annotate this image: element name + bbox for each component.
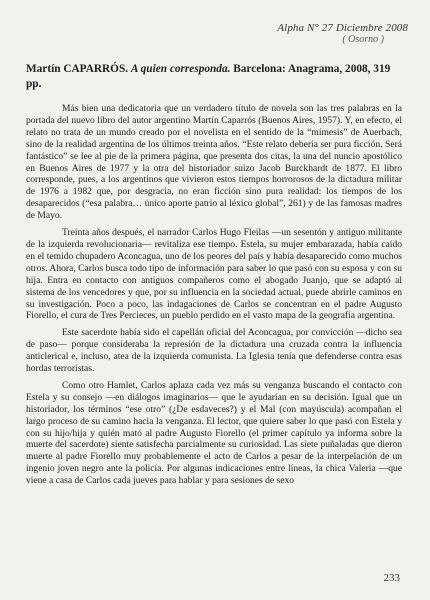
paragraph: Este sacerdote había sido el capellán oficial del Aconcagua, por convicción —dicho sea de paso— porque consideraba la represión de la dictadura una cruzada contra la influencia anticlerical e, incluso, atea de la izquierda comunista. La Iglesia tenía que defenderse contra esas hordas terroristas. bbox=[26, 327, 402, 375]
book-citation bbox=[26, 62, 406, 92]
paragraph: Treinta años después, el narrador Carlos Hugo Fleilas —un sesentón y antiguo militante de la izquierda revolucionaria— revitaliza ese tiempo. Estela, su mujer embarazada, había caído en el temido chupadero Aconcagua, uno de los peores del país y había desaparecido como muchos otros. Ahora, Carlos busca todo tipo de información para saber lo que pasó con su esposa y con su hija. Entra en contacto con antiguos compañeros como el abogado Juanjo, que se adaptó al sistema de los vencedores y que, por su influencia en la sociedad actual, puede abrirle caminos en su investigación. Poco a poco, las indagaciones de Carlos se concentran en el padre Augusto Fiorello, el cura de Tres Percieces, un pueblo perdido en el vasto mapa de la geografía argentina. bbox=[26, 227, 402, 322]
handwritten-annotation: ( Osorno ) bbox=[342, 34, 384, 45]
citation-title: A quien corresponda. bbox=[130, 63, 231, 75]
page-number: 233 bbox=[383, 572, 400, 584]
citation-publisher: Barcelona: Anagrama, 2008, 319 pp. bbox=[26, 63, 391, 90]
journal-reference: Alpha N° 27 Diciembre 2008 bbox=[277, 22, 408, 34]
paragraph: Más bien una dedicatoria que un verdadero título de novela son las tres palabras en la portada del nuevo libro del autor argentino Martín Caparrós (Buenos Aires, 1957). Y, en efecto, el relato no trata de un mundo creado por el novelista en el sentido de la “mímesis” de Auerbach, sino de la realidad argentina de los últimos treinta años. “Este relato debería ser pura ficción. Será fantástico” se lee al pie de la primera página, que presenta dos citas, la una del nuncio apostólico en Buenos Aires de 1977 y la otra del historiador suizo Jacob Burckhardt de 1877. El libro corresponde, pues, a los argentinos que vivieron estos tiempos horrorosos de la dictadura militar de 1976 a 1982 que, por desgracia, no eran ficción sino pura realidad: los tiempos de los desaparecidos (“esa palabra… único aporte patrio al léxico global”, 261) y de las famosas madres de Mayo. bbox=[26, 103, 402, 222]
paragraph: Como otro Hamlet, Carlos aplaza cada vez más su venganza buscando el contacto con Estela y su consejo —en diálogos imaginarios— que le ayudarían en su decisión. Igual que un historiador, los términos “ese otro” (¿De esdaveces?) y el Mal (con mayúscula) acompañan el largo proceso de su camino hacia la venganza. El lector, que quiere saber lo que pasó con Estela y con su hijo/hija y quién mató al padre Augusto Fiorello (el primer capítulo ya informa sobre la muerte del sacerdote) siente satisfecha parcialmente su curiosidad. Las siete puñaladas que dieron muerte al padre Fiorello muy probablemente el acto de Carlos a pesar de la interpelación de un ingenio joven negro ante la policía. Por algunas indicaciones entre líneas, la chica Valeria —que viene a casa de Carlos cada jueves para hablar y para sesiones de sexo bbox=[26, 379, 402, 487]
review-body bbox=[26, 103, 402, 487]
citation-author: Martín CAPARRÓS. bbox=[26, 63, 129, 75]
